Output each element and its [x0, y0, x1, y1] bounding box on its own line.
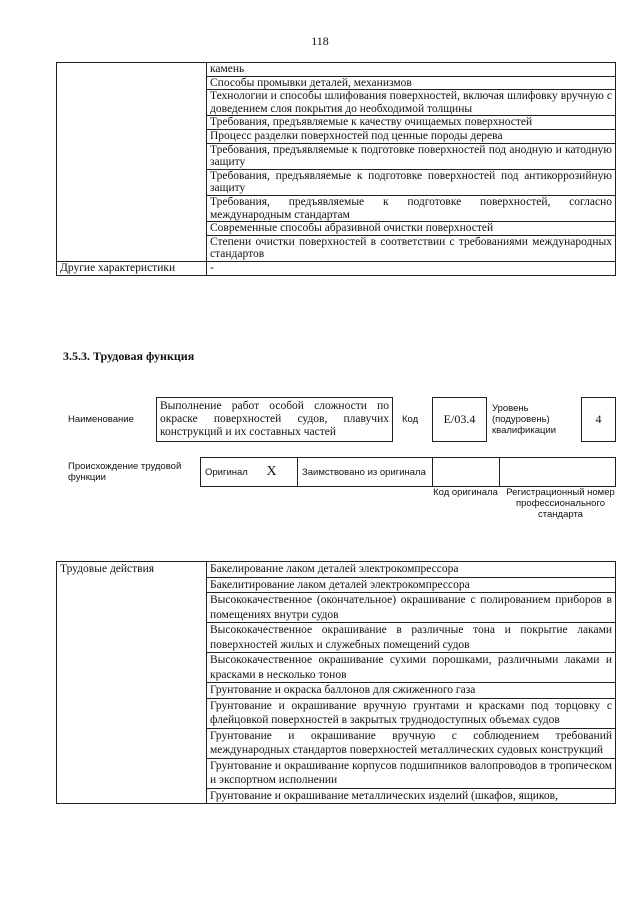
knowledge-item: камень — [207, 63, 616, 77]
labor-action-item: Высококачественное окрашивание сухими порошками, различными лаками и красками в несколько тонов — [207, 653, 616, 683]
knowledge-table — [56, 62, 616, 276]
labor-action-item: Грунтование и окрашивание вручную с соблюдением требований международных стандартов поверхностей металлических судовых конструкций — [207, 728, 616, 758]
original-cell — [201, 458, 298, 487]
table-row — [57, 261, 616, 275]
function-code-box: E/03.4 — [432, 397, 487, 442]
knowledge-item: Требования, предъявляемые к подготовке поверхностей под анодную и катодную защиту — [207, 143, 616, 169]
borrowed-label: Заимствовано из оригинала — [298, 458, 433, 487]
labor-actions-label: Трудовые действия — [57, 562, 207, 804]
knowledge-item: Степени очистки поверхностей в соответствии с требованиями международных стандартов — [207, 235, 616, 261]
reg-number-cell — [500, 458, 616, 487]
origin-table — [200, 457, 616, 487]
knowledge-item: Процесс разделки поверхностей под ценные породы дерева — [207, 129, 616, 143]
labor-action-item: Высококачественное окрашивание в различные тона и покрытие лаками поверхностей жилых и служебных помещений судов — [207, 623, 616, 653]
level-value-box: 4 — [581, 397, 616, 442]
labor-action-item: Грунтование и окраска баллонов для сжиженного газа — [207, 683, 616, 699]
knowledge-item: Технологии и способы шлифования поверхностей, включая шлифовку вручную с доведением слоя покрытия до необходимой толщины — [207, 90, 616, 116]
other-characteristics-label: Другие характеристики — [57, 261, 207, 275]
labor-actions-table — [56, 561, 616, 804]
origin-label: Происхождение трудовой функции — [68, 461, 182, 483]
labor-action-item: Грунтование и окрашивание корпусов подшипников валопроводов в тропическом и экспортном исполнении — [207, 758, 616, 788]
code-original-caption: Код оригинала — [433, 487, 498, 498]
labor-action-item: Бакелирование лаком деталей электрокомпрессора — [207, 562, 616, 578]
table-row — [57, 562, 616, 578]
labor-action-item: Бакелитирование лаком деталей электрокомпрессора — [207, 577, 616, 593]
knowledge-item: Требования, предъявляемые к подготовке поверхностей, согласно международным стандартам — [207, 195, 616, 221]
original-label: Оригинал — [205, 467, 248, 478]
knowledge-item: Требования, предъявляемые к качеству очищаемых поверхностей — [207, 116, 616, 130]
labor-action-item: Грунтование и окрашивание металлических изделий (шкафов, ящиков, — [207, 788, 616, 804]
labor-action-item: Грунтование и окрашивание вручную грунтами и красками под торцовку с флейцовкой поверхностей в закрытых труднодоступных объемах судов — [207, 698, 616, 728]
code-original-cell — [433, 458, 500, 487]
table-row — [201, 458, 616, 487]
table-row — [57, 63, 616, 77]
level-label: Уровень (подуровень) квалификации — [492, 403, 557, 436]
knowledge-item: Способы промывки деталей, механизмов — [207, 76, 616, 90]
section-title: 3.5.3. Трудовая функция — [63, 349, 195, 363]
code-label: Код — [402, 414, 419, 425]
page-number: 118 — [311, 34, 329, 48]
original-mark: X — [266, 464, 277, 479]
name-label: Наименование — [68, 414, 134, 425]
other-characteristics-value: - — [207, 261, 616, 275]
knowledge-item: Современные способы абразивной очистки поверхностей — [207, 222, 616, 236]
empty-label-cell — [57, 63, 207, 262]
labor-action-item: Высококачественное (окончательное) окрашивание с полированием приборов в помещениях внутри судов — [207, 593, 616, 623]
function-name-box: Выполнение работ особой сложности по окраске поверхностей судов, плавучих конструкций и их составных частей — [156, 397, 393, 442]
knowledge-item: Требования, предъявляемые к подготовке поверхностей под антикоррозийную защиту — [207, 169, 616, 195]
reg-number-caption: Регистрационный номер профессионального стандарта — [506, 487, 615, 520]
